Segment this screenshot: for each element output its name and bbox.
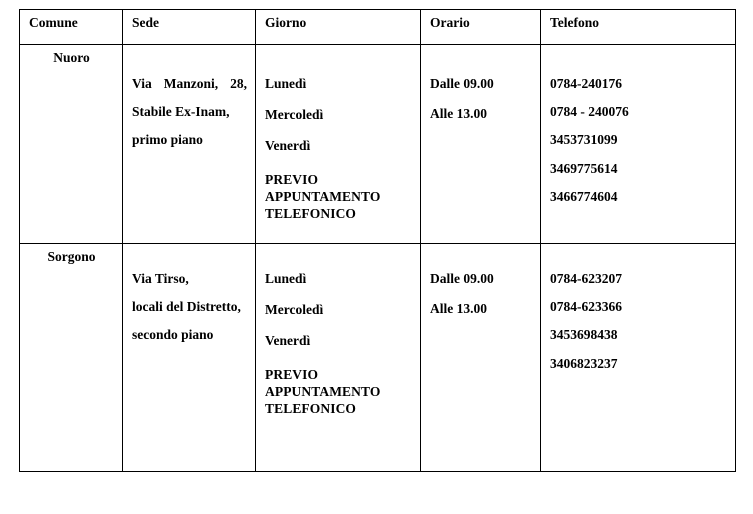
telefono-line: 0784-623366 <box>550 299 622 315</box>
sede-line: Via Manzoni, 28, <box>132 76 247 91</box>
orario-line: Alle 13.00 <box>430 301 487 317</box>
telefono-line: 3453698438 <box>550 327 618 343</box>
giorno-line: Mercoledì <box>265 302 324 318</box>
giorno-note: PREVIO APPUNTAMENTO TELEFONICO <box>265 366 381 417</box>
sede-line: Via Tirso, <box>132 271 189 286</box>
giorno-lines <box>265 250 412 417</box>
orario-line: Dalle 09.00 <box>430 76 494 91</box>
sede-line: Stabile Ex-Inam, <box>132 104 230 120</box>
sede-line: primo piano <box>132 132 203 148</box>
column-header-comune: Comune <box>20 10 123 45</box>
sede-line: secondo piano <box>132 327 214 343</box>
telefono-line: 0784 - 240076 <box>550 104 629 120</box>
table-header <box>20 10 736 45</box>
telefono-lines <box>550 51 727 204</box>
telefono-line: 0784-623207 <box>550 271 622 286</box>
cell-comune: Nuoro <box>20 45 123 244</box>
giorno-line: Lunedì <box>265 271 307 286</box>
column-header-sede: Sede <box>123 10 256 45</box>
contacts-table <box>19 9 736 472</box>
sede-lines <box>132 51 247 148</box>
column-header-telefono: Telefono <box>541 10 736 45</box>
sede-line: locali del Distretto, <box>132 299 241 315</box>
giorno-line: Venerdì <box>265 138 311 154</box>
cell-orario <box>421 244 541 472</box>
sede-lines <box>132 250 247 343</box>
cell-telefono <box>541 45 736 244</box>
telefono-line: 0784-240176 <box>550 76 622 91</box>
table-body <box>20 45 736 472</box>
cell-comune: Sorgono <box>20 244 123 472</box>
giorno-line: Lunedì <box>265 76 307 91</box>
table-row <box>20 45 736 244</box>
header-row <box>20 10 736 45</box>
telefono-line: 3469775614 <box>550 160 618 176</box>
giorno-lines <box>265 51 412 222</box>
giorno-note: PREVIO APPUNTAMENTO TELEFONICO <box>265 171 381 222</box>
giorno-line: Mercoledì <box>265 107 324 123</box>
telefono-line: 3406823237 <box>550 355 618 371</box>
telefono-line: 3466774604 <box>550 188 618 204</box>
cell-orario <box>421 45 541 244</box>
cell-telefono <box>541 244 736 472</box>
orario-lines <box>430 250 532 316</box>
cell-sede <box>123 45 256 244</box>
cell-giorno <box>256 45 421 244</box>
giorno-line: Venerdì <box>265 333 311 349</box>
cell-sede <box>123 244 256 472</box>
orario-line: Alle 13.00 <box>430 106 487 122</box>
orario-line: Dalle 09.00 <box>430 271 494 286</box>
column-header-giorno: Giorno <box>256 10 421 45</box>
telefono-line: 3453731099 <box>550 132 618 148</box>
telefono-lines <box>550 250 727 371</box>
orario-lines <box>430 51 532 121</box>
cell-giorno <box>256 244 421 472</box>
table-row <box>20 244 736 472</box>
column-header-orario: Orario <box>421 10 541 45</box>
